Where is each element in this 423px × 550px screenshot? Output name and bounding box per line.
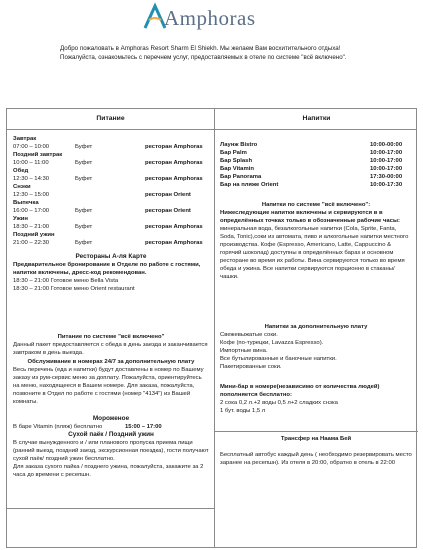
meal-name: Обед xyxy=(13,168,29,174)
meal-place: ресторан Amphoras xyxy=(145,160,203,166)
bar-name: Лаунж Bistro xyxy=(220,142,258,148)
bar-name: Бар на пляже Orient xyxy=(220,182,279,188)
meal-name: Ужин xyxy=(13,216,28,222)
alacarte-line: 18:30 – 21:00 Готовое меню Bella Vista xyxy=(13,278,119,284)
transfer-section xyxy=(220,435,412,467)
packed-title: Сухой паёк / Поздний ужин xyxy=(68,431,154,438)
hotel-logo xyxy=(140,2,300,32)
meal-row xyxy=(13,159,209,167)
bar-row xyxy=(220,173,412,181)
ai-drinks-section xyxy=(220,201,412,281)
bar-time: 10:00-00:00 xyxy=(370,142,403,148)
meal-place: ресторан Amphoras xyxy=(145,144,203,150)
icecream-title: Мороженое xyxy=(92,415,130,422)
bar-name: Бар Splash xyxy=(220,158,253,164)
ai-drinks-body xyxy=(220,209,412,281)
paid-drink-item: Все бутылированные и баночные напитки. xyxy=(220,356,337,362)
paid-drinks-section xyxy=(220,323,412,371)
transfer-text: Бесплатный автобус каждый день ( необходимо резервировать место заранее на ресепшн). Из отеля в 20:00, обратно в отель в 22:00 xyxy=(220,452,412,466)
meal-name: Завтрак xyxy=(13,136,37,142)
bar-row xyxy=(220,181,412,189)
intro-text xyxy=(60,44,420,62)
bars-list xyxy=(220,141,412,189)
alacarte-section xyxy=(13,253,209,293)
intro-line: Пожалуйста, ознакомьтесь с перечнем услуг, предоставляемых в отеле по системе "всё включено". xyxy=(60,54,347,61)
paid-drink-item: Кофе (по-турецки, Lavazza Espresso). xyxy=(220,340,324,346)
icecream-time: 15:00 – 17:00 xyxy=(125,424,162,430)
icecream-line: В баре Vitamin (пляж) бесплатно xyxy=(13,424,103,430)
meal-time: 21:00 – 22:30 xyxy=(13,240,50,246)
meal-place: ресторан Amphoras xyxy=(145,224,203,230)
meal-type: Буфет xyxy=(75,144,93,150)
meal-time: 18:30 – 21:00 xyxy=(13,224,50,230)
meal-type: Буфет xyxy=(75,240,93,246)
transfer-title: Трансфер на Наама Бей xyxy=(280,436,352,442)
meal-name: Снэки xyxy=(13,184,31,190)
meal-time: 12:30 – 15:00 xyxy=(13,192,50,198)
logo-text: Amphoras xyxy=(164,6,256,30)
ai-food-title: Питание по системе "всё включено" xyxy=(57,334,165,340)
meal-name: Поздний завтрак xyxy=(13,152,63,158)
meal-schedule xyxy=(13,135,209,247)
paid-drink-item: Свежевыжатые соки. xyxy=(220,332,278,338)
bar-time: 10:00-17:00 xyxy=(370,150,403,156)
meal-time: 16:00 – 17:00 xyxy=(13,208,50,214)
paid-drinks-title: Напитки за дополнительную плату xyxy=(264,324,368,330)
bar-name: Бар Panorama xyxy=(220,174,262,180)
bar-row xyxy=(220,165,412,173)
paid-drink-item: Пакетированные соки. xyxy=(220,364,282,370)
meal-place: ресторан Amphoras xyxy=(145,176,203,182)
meal-type: Буфет xyxy=(75,160,93,166)
bar-time: 10:00-17:00 xyxy=(370,158,403,164)
packed-text: Для заказа сухого пайка / позднего ужина, пожалуйста, закажите за 2 часа до времени с ресепшн. xyxy=(13,464,204,478)
ai-drinks-bold: Нижеследующие напитки включены и сервируются в в определённых точках только в обозначенные рабочие часы: xyxy=(220,210,400,224)
room-service-title: Обслуживание в номерах 24/7 за дополнительную плату xyxy=(27,359,195,365)
room-service-text: Весь перечень (еда и напитки) будут доставлены в номер по Вашему заказу из рум-сервис меню за доплату. Пожалуйста, ориентируйтесь на меню, находящееся в Вашем номере. Для заказа, пожалуйста, позвоните в Отдел по работе с гостями (номер "4134") из Вашей комнаты. xyxy=(13,367,204,405)
minibar-line: 2 сока 0,2 л.+2 воды 0,5 л+2 сладких снэка xyxy=(220,400,338,406)
meal-name: Выпечка xyxy=(13,200,39,206)
bar-row xyxy=(220,157,412,165)
meal-type: Буфет xyxy=(75,224,93,230)
intro-line: Добро пожаловать в Amphoras Resort Sharm El Shiekh. Мы желаем Вам восхитительного отдыха! xyxy=(60,45,341,52)
meal-time: 07:00 – 10:00 xyxy=(13,144,50,150)
meal-place: ресторан Amphoras xyxy=(145,240,203,246)
bar-name: Бар Vitamin xyxy=(220,166,254,172)
services-table xyxy=(6,108,417,548)
meal-row xyxy=(13,191,209,199)
meal-place: ресторан Orient xyxy=(145,208,191,214)
meal-row xyxy=(13,207,209,215)
ai-food-section xyxy=(13,333,209,406)
ai-drinks-title: Напитки по системе "всё включено": xyxy=(261,202,371,208)
meal-time: 12:30 – 14:30 xyxy=(13,176,50,182)
minibar-title: Мини-бар в номере(независимо от количества людей) пополняется бесплатно: xyxy=(220,384,380,398)
meal-row xyxy=(13,175,209,183)
ai-food-text: Данный пакет предоставляется с обеда в день заезда и заканчивается завтраком в день выезда. xyxy=(13,342,208,356)
alacarte-line: 18:30 – 21:00 Готовое меню Orient restaurant xyxy=(13,286,135,292)
bar-row xyxy=(220,149,412,157)
bar-name: Бар Palm xyxy=(220,150,247,156)
minibar-section xyxy=(220,383,412,415)
meal-row xyxy=(13,143,209,151)
bar-time: 17:30-00:00 xyxy=(370,174,403,180)
bar-time: 10:00-17:30 xyxy=(370,182,403,188)
column-divider xyxy=(214,109,215,547)
ai-drinks-text: минеральная вода, безалкогольные напитки (Cola, Sprite, Fanta, Soda, Tonic),соки из автомата, пиво и алкогольные напитки местного производства. Кофе (Espresso, Americano, Latte, Cappuccino & горячий шоколад) доступны в определённых барах и основном ресторане во время их работы. Вина сервируются только во время обеда и ужина. Все напитки сервируются порционно в стаканы/чашки. xyxy=(220,226,409,280)
section-divider xyxy=(7,508,214,509)
food-title: Питание xyxy=(96,115,125,122)
drinks-title: Напитки xyxy=(302,115,331,122)
packed-text: В случае вынужденного и / или планового пропуска приема пищи (ранний выезд, поздний заезд, экскурсионная поездка), гости получают сухой паёк/ поздний ужин бесплатно. xyxy=(13,440,209,462)
minibar-line: 1 бут. воды 1,5 л xyxy=(220,408,266,414)
meal-name: Поздний ужин xyxy=(13,232,55,238)
meal-time: 10:00 – 11:00 xyxy=(13,160,49,166)
alacarte-title: Рестораны А-ля Карте xyxy=(75,253,147,260)
meal-type: Буфет xyxy=(75,208,93,214)
paid-drink-item: Импортные вина. xyxy=(220,348,268,354)
meal-type: Буфет xyxy=(75,176,93,182)
meal-row xyxy=(13,223,209,231)
icecream-section xyxy=(13,415,209,479)
meal-place: ресторан Orient xyxy=(145,192,191,198)
meal-row xyxy=(13,239,209,247)
bar-row xyxy=(220,141,412,149)
bar-time: 10:00-17:00 xyxy=(370,166,403,172)
icecream-row xyxy=(13,423,209,431)
header-divider xyxy=(7,129,416,130)
section-divider xyxy=(215,431,418,432)
alacarte-note: Предварительное бронирование в Отделе по работе с гостями, напитки включены, дресс-код рекомендован. xyxy=(13,262,201,276)
